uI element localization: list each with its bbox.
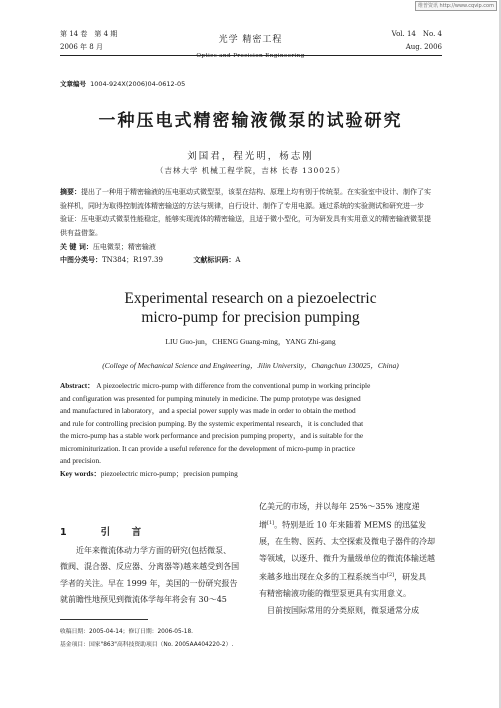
authors-en: LIU Guo-jun，CHENG Guang-ming，YANG Zhi-gang — [165, 337, 336, 346]
issue-info: 第 14 卷 第 4 期 — [60, 30, 118, 38]
issue-date: 2006 年 8 月 — [60, 43, 103, 51]
journal-subtitle: Optics and Precision Engineering — [196, 53, 305, 59]
header-rule — [60, 55, 442, 56]
watermark-stamp: 维普资讯 http://www.cqvip.com — [415, 1, 497, 11]
footnote-received: 收稿日期：2005-04-14；修订日期：2006-05-18. — [60, 629, 193, 635]
authors-cn: 刘国君，程光明，杨志刚 — [187, 151, 314, 162]
abstract-en: Abstract： A piezoelectric micro-pump with difference from the conventional pump in working principle and configuration was presented for pumping minutely in medicine. The pump prototype was designed and manufactured in laboratory，and a special power supply was made in order to obtain the method and rule for controlling precision pumping. By the systemic experimental research，it is concluded that the micro-pump has a stable work performance and precision pumping property，and is suitable for the microminiturization. It can provide a useful reference for the development of micro-pump in practice and precision. — [60, 381, 371, 465]
footnote-fund: 基金项目：国家"863"高科技资助项目（No. 2005AA404220-2）. — [60, 642, 234, 648]
journal-title: 光学 精密工程 — [218, 35, 283, 45]
volume-number: Vol. 14 No. 4 — [391, 30, 442, 38]
affiliation-en: (College of Mechanical Science and Engineering，Jilin University，Changchun 130025，China) — [102, 361, 399, 370]
page-title-en-line2: micro-pump for precision pumping — [141, 309, 360, 326]
publication-date: Aug. 2006 — [405, 43, 442, 51]
section-heading: 1 引 言 — [60, 527, 148, 538]
affiliation-cn: （吉林大学 机械工程学院，吉林 长春 130025） — [155, 166, 346, 175]
classification-line: 中图分类号：TN384；R197.39 文献标识码：A — [60, 256, 241, 264]
keywords-cn: 关 键 词：压电微泵；精密输液 — [60, 243, 156, 251]
abstract-cn: 摘要：提出了一种用于精密输液的压电驱动式微型泵，该泵在结构、原理上均有别于传统泵。在实验室中设计、制作了实 验样机，同时为取得控制流体精密输送的方法与规律，自行设计、制作了专用电源。通过系统的实验测试和研究进一步 验证：压电驱动式微泵性能稳定，能够实现流体的精密输送，且适于微小型化，可为研发具有实用意义的精密输液微泵提 供有益借鉴。 — [60, 188, 431, 237]
footnote-rule — [60, 619, 148, 620]
abstract-en-label: Abstract： — [60, 381, 95, 390]
article-number: 文章编号 1004-924X(2006)04-0612-05 — [60, 80, 186, 88]
page-title-en-line1: Experimental research on a piezoelectric — [124, 290, 377, 307]
page-title-cn: 一种压电式精密输液微泵的试验研究 — [98, 111, 403, 131]
body-column-right: 亿美元的市场，并以每年 25%～35% 速度递 增[1]。特别是近 10 年来随着 MEMS 的迅猛发 展，在生物、医药、太空探索及微电子器件的冷却 等领域，以逐升、微升为量级单位的微流体输送越 来越多地出现在众多的工程系统当中[2]，研发具 有精密输液功能的微型泵更具有实用意义。 目前按国际常用的分类原则，微泵通常分成 — [259, 502, 435, 615]
abstract-cn-label: 摘要： — [60, 188, 81, 196]
keywords-en: Key words：piezoelectric micro-pump；precision pumping — [60, 469, 238, 478]
body-column-left: 近年来微流体动力学方面的研究(包括微泵、 微阀、混合器、反应器、分离器等)越来越受到各国 学者的关注。早在 1999 年，美国的一份研究报告 就前瞻性地预见到微流体学每年将会有 30～45 — [60, 546, 240, 605]
